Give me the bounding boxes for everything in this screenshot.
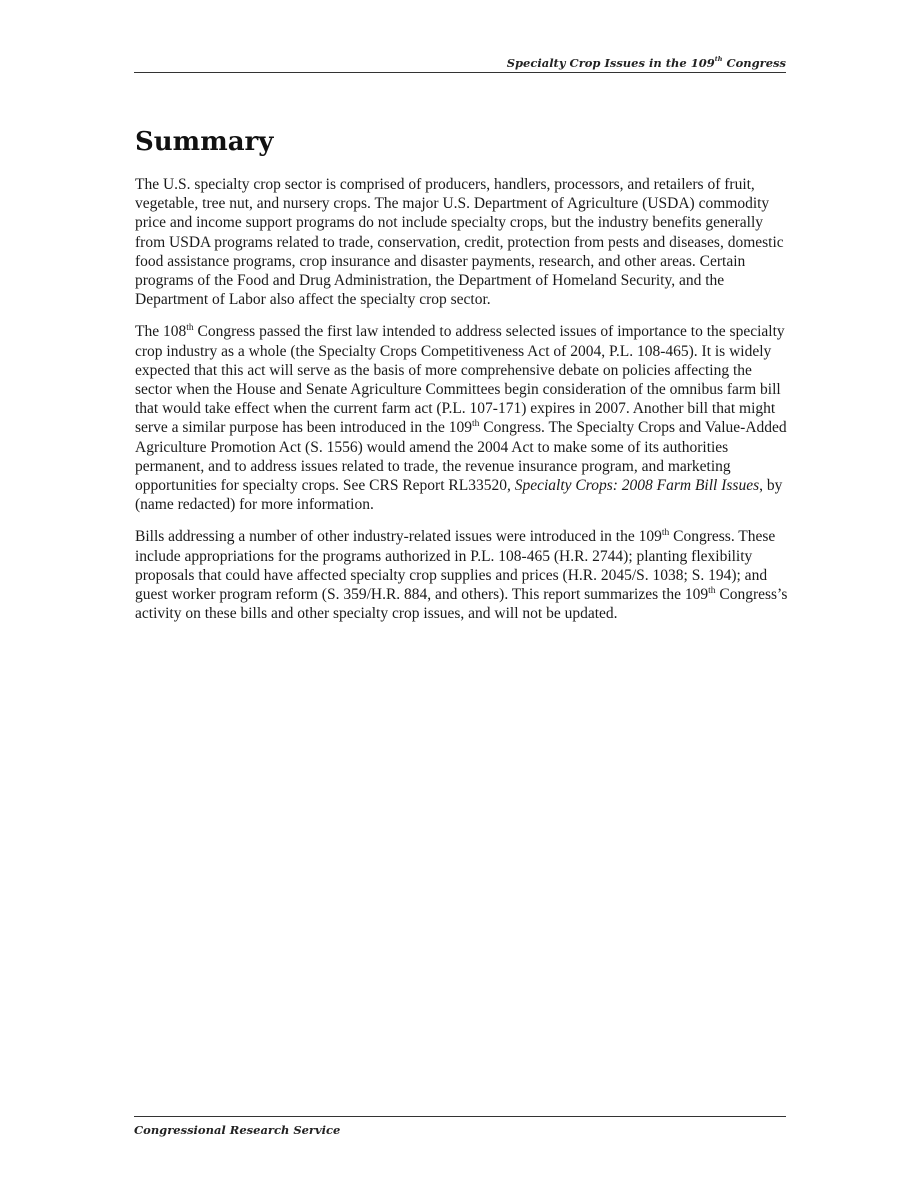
running-footer: Congressional Research Service	[134, 1116, 786, 1139]
paragraph-2-text-4: , by (name redacted) for more information.	[135, 477, 783, 514]
paragraph-3-text-2: Congress. These include appropriations for the programs authorized in P.L. 108-465 (H.R. 2744); planting flexibility proposals that could have affected specialty crop supplies and prices (H.R. 2045/S. 1038; S. 194); and guest worker program reform (S. 359/H.R. 884, and others). This report summarizes the 109	[135, 528, 776, 604]
page-title: Summary	[135, 127, 274, 157]
paragraph-1: The U.S. specialty crop sector is comprised of producers, handlers, processors, and retailers of fruit, vegetable, tree nut, and nursery crops. The major U.S. Department of Agriculture (USDA) commodity price and income support programs do not include specialty crops, but the industry benefits generally from USDA programs related to trade, conservation, credit, protection from pests and diseases, domestic food assistance programs, crop insurance and disaster payments, research, and other areas. Certain programs of the Food and Drug Administration, the Department of Homeland Security, and the Department of Labor also affect the specialty crop sector.	[135, 176, 784, 309]
ordinal-superscript: th	[661, 528, 670, 539]
running-header-text-end: Congress	[722, 56, 786, 70]
paragraph-2-text-1: The 108	[135, 323, 187, 341]
paragraph-3-text-1: Bills addressing a number of other industry-related issues were introduced in the 109	[135, 528, 662, 546]
ordinal-superscript: th	[708, 585, 716, 596]
paragraph-2-text-2: Congress passed the first law intended to address selected issues of importance to the specialty crop industry as a whole (the Specialty Crops Competitiveness Act of 2004, P.L. 108-465). It is widely expected that this act will serve as the basis of more comprehensive debate on policies affecting the sector when the House and Senate Agriculture Committees begin consideration of the omnibus farm bill that would take effect when the current farm act (P.L. 107-171) expires in 2007. Another bill that might serve a similar purpose has been introduced in the 109	[135, 323, 785, 437]
ordinal-superscript: th	[186, 323, 194, 334]
paragraph-2	[135, 322, 790, 514]
running-header-superscript: th	[714, 55, 723, 64]
summary-body	[135, 175, 790, 636]
paragraph-3	[135, 527, 790, 623]
paragraph-3-text-3: Congress’s activity on these bills and other specialty crop issues, and will not be updated.	[135, 586, 788, 623]
paragraph-2-text-3: Congress. The Specialty Crops and Value-Added Agriculture Promotion Act (S. 1556) would amend the 2004 Act to make some of its authorities permanent, and to address issues related to trade, the revenue insurance program, and marketing opportunities for specialty crops. See CRS Report RL33520,	[135, 419, 787, 495]
running-header	[134, 54, 786, 73]
report-title-italic: Specialty Crops: 2008 Farm Bill Issues	[514, 477, 760, 495]
running-header-text: Specialty Crop Issues in the 109	[506, 56, 715, 70]
ordinal-superscript: th	[472, 419, 480, 430]
